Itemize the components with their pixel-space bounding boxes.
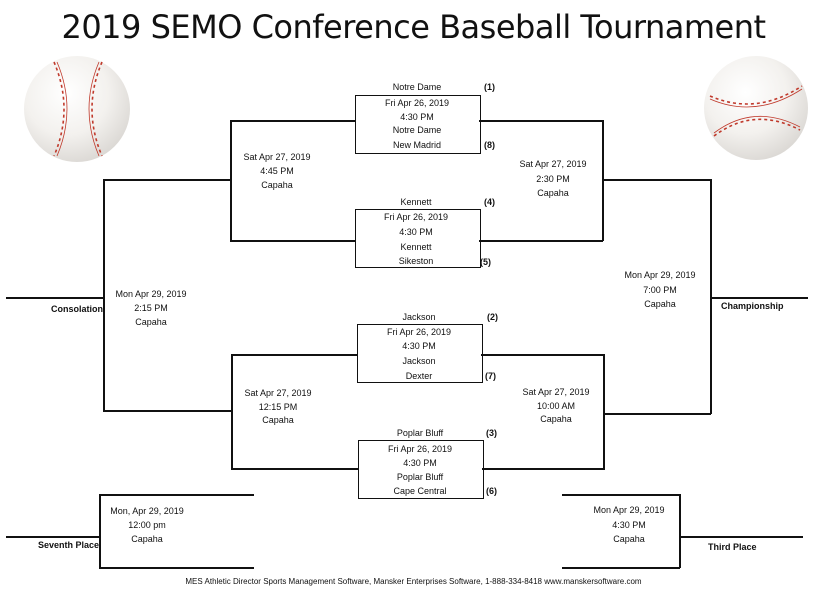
match-time: 2:30 PM <box>536 174 570 184</box>
match-time: 4:30 PM <box>402 341 436 351</box>
match-time: 4:30 PM <box>400 112 434 122</box>
match-site: Jackson <box>402 356 436 366</box>
match-site: Capaha <box>131 534 163 544</box>
bracket-line <box>6 536 100 538</box>
match-time: 2:15 PM <box>134 303 168 313</box>
match-time: 10:00 AM <box>536 401 576 411</box>
bracket-line <box>103 179 105 411</box>
match-time: 4:30 PM <box>399 227 433 237</box>
match-date: Fri Apr 26, 2019 <box>386 327 452 337</box>
seed-number: (3) <box>486 428 497 438</box>
bracket-line <box>710 297 808 299</box>
seed-number: (5) <box>480 257 491 267</box>
bracket-line <box>479 120 603 122</box>
match-date: Mon Apr 29, 2019 <box>593 505 665 515</box>
team-name: Notre Dame <box>392 82 442 92</box>
bracket-line <box>230 120 356 122</box>
footer-text: MES Athletic Director Sports Management Software, Mansker Enterprises Software, 1-888-334-8418 www.manskersoftware.com <box>185 577 642 586</box>
match-site: Capaha <box>261 180 293 190</box>
baseball-icon-left <box>24 56 130 162</box>
bracket-line <box>230 120 232 241</box>
bracket-line <box>231 354 233 469</box>
match-date: Fri Apr 26, 2019 <box>387 444 453 454</box>
match-time: 12:15 PM <box>258 402 298 412</box>
team-name: Kennett <box>400 197 432 207</box>
seed-number: (6) <box>486 486 497 496</box>
bracket-line <box>103 410 232 412</box>
bracket-line <box>99 567 254 569</box>
match-date: Mon, Apr 29, 2019 <box>110 506 184 516</box>
match-date: Sat Apr 27, 2019 <box>519 159 587 169</box>
bracket-line <box>562 567 680 569</box>
team-name: Poplar Bluff <box>396 428 444 438</box>
seed-number: (1) <box>484 82 495 92</box>
team-name: Jackson <box>402 312 436 322</box>
match-date: Mon Apr 29, 2019 <box>115 289 187 299</box>
championship-label: Championship <box>721 301 784 311</box>
bracket-line <box>604 413 711 415</box>
bracket-line <box>479 240 603 242</box>
bracket-line <box>99 494 101 568</box>
bracket-line <box>481 354 604 356</box>
third-place-label: Third Place <box>708 542 757 552</box>
match-site: Capaha <box>644 299 676 309</box>
team-name: Sikeston <box>398 256 434 266</box>
match-site: Capaha <box>262 415 294 425</box>
match-date: Fri Apr 26, 2019 <box>383 212 449 222</box>
match-site: Kennett <box>400 242 432 252</box>
match-time: 4:30 PM <box>612 520 646 530</box>
match-date: Mon Apr 29, 2019 <box>624 270 696 280</box>
bracket-line <box>6 297 104 299</box>
team-name: Cape Central <box>393 486 447 496</box>
match-date: Fri Apr 26, 2019 <box>384 98 450 108</box>
match-time: 4:30 PM <box>403 458 437 468</box>
bracket-line <box>482 468 605 470</box>
bracket-line <box>562 494 680 496</box>
bracket-line <box>99 494 254 496</box>
baseball-icon-right <box>704 56 808 160</box>
bracket-line <box>230 240 356 242</box>
match-date: Sat Apr 27, 2019 <box>522 387 590 397</box>
bracket-line <box>231 354 358 356</box>
page-title: 2019 SEMO Conference Baseball Tournament <box>61 8 766 46</box>
seed-number: (4) <box>484 197 495 207</box>
match-site: Capaha <box>135 317 167 327</box>
bracket-line <box>602 120 604 241</box>
bracket-line <box>603 354 605 469</box>
match-time: 7:00 PM <box>643 285 677 295</box>
match-date: Sat Apr 27, 2019 <box>244 388 312 398</box>
bracket-line <box>603 179 711 181</box>
match-site: Capaha <box>540 414 572 424</box>
match-site: Capaha <box>537 188 569 198</box>
consolation-label: Consolation <box>51 304 103 314</box>
bracket-line <box>679 536 803 538</box>
seventh-place-label: Seventh Place <box>38 540 100 550</box>
match-site: Capaha <box>613 534 645 544</box>
team-name: Dexter <box>405 371 433 381</box>
match-time: 4:45 PM <box>260 166 294 176</box>
bracket-line <box>103 179 231 181</box>
match-site: Poplar Bluff <box>396 472 444 482</box>
seed-number: (2) <box>487 312 498 322</box>
match-time: 12:00 pm <box>128 520 166 530</box>
match-date: Sat Apr 27, 2019 <box>243 152 311 162</box>
team-name: New Madrid <box>392 140 442 150</box>
match-site: Notre Dame <box>392 125 442 135</box>
bracket-line <box>679 494 681 568</box>
seed-number: (7) <box>485 371 496 381</box>
seed-number: (8) <box>484 140 495 150</box>
bracket-line <box>231 468 359 470</box>
